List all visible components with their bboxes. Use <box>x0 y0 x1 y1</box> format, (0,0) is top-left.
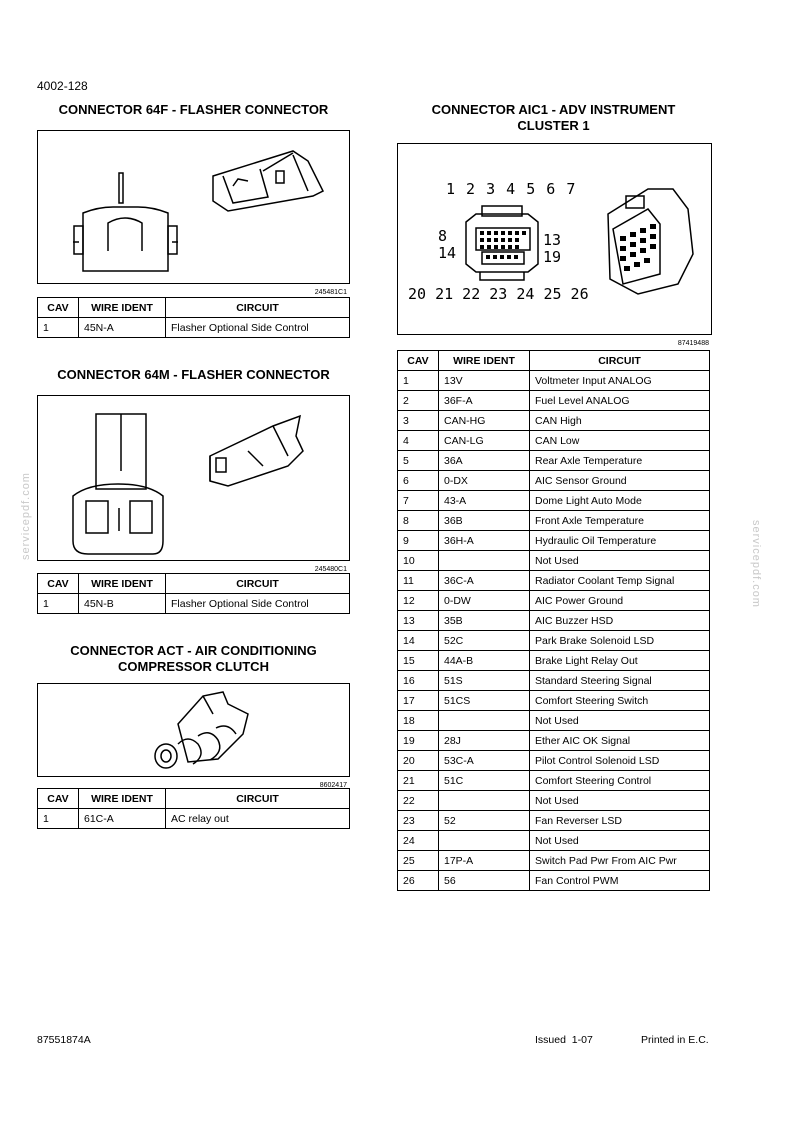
cell-circuit: Not Used <box>530 831 710 851</box>
cell-wire-ident: 52C <box>439 631 530 651</box>
cell-circuit: Park Brake Solenoid LSD <box>530 631 710 651</box>
cell-wire-ident: 61C-A <box>79 809 166 829</box>
table-row <box>398 391 710 411</box>
table-row <box>398 631 710 651</box>
cell-wire-ident: 36F-A <box>439 391 530 411</box>
table-row <box>398 711 710 731</box>
cell-wire-ident: 45N-A <box>79 318 166 338</box>
table-row <box>398 691 710 711</box>
cell-cav: 1 <box>38 809 79 829</box>
table-row <box>398 751 710 771</box>
cell-circuit: CAN Low <box>530 431 710 451</box>
section-title-64f: CONNECTOR 64F - FLASHER CONNECTOR <box>58 102 329 117</box>
cell-wire-ident: 51C <box>439 771 530 791</box>
cell-cav: 14 <box>398 631 439 651</box>
cell-wire-ident: 0-DX <box>439 471 530 491</box>
cell-circuit: Standard Steering Signal <box>530 671 710 691</box>
connector-64m-drawing <box>38 396 349 560</box>
figure-ref-64f: 245481C1 <box>314 289 347 296</box>
cell-circuit: Voltmeter Input ANALOG <box>530 371 710 391</box>
cell-cav: 18 <box>398 711 439 731</box>
section-title-act-line2: COMPRESSOR CLUTCH <box>118 659 269 674</box>
cell-wire-ident: 52 <box>439 811 530 831</box>
table-body-64f <box>38 318 350 338</box>
cell-cav: 4 <box>398 431 439 451</box>
cell-cav: 8 <box>398 511 439 531</box>
pin-label-14: 14 <box>438 244 457 262</box>
cell-wire-ident: 44A-B <box>439 651 530 671</box>
cell-cav: 13 <box>398 611 439 631</box>
cell-cav: 23 <box>398 811 439 831</box>
cell-circuit: Comfort Steering Switch <box>530 691 710 711</box>
cell-cav: 5 <box>398 451 439 471</box>
table-body-act <box>38 809 350 829</box>
cell-circuit: AIC Buzzer HSD <box>530 611 710 631</box>
footer-printed: Printed in E.C. <box>641 1034 709 1046</box>
cell-cav: 25 <box>398 851 439 871</box>
table-row <box>398 671 710 691</box>
table-row <box>398 791 710 811</box>
col-header-circuit: CIRCUIT <box>166 574 350 594</box>
cell-wire-ident: 56 <box>439 871 530 891</box>
table-row <box>398 771 710 791</box>
section-title-aic1-line2: CLUSTER 1 <box>517 118 590 133</box>
cell-circuit: Not Used <box>530 791 710 811</box>
table-row <box>398 731 710 751</box>
cell-circuit: Radiator Coolant Temp Signal <box>530 571 710 591</box>
cell-wire-ident: 36C-A <box>439 571 530 591</box>
cell-wire-ident: 0-DW <box>439 591 530 611</box>
table-row <box>398 851 710 871</box>
col-header-circuit: CIRCUIT <box>166 789 350 809</box>
table-row <box>38 594 350 614</box>
cell-circuit: Flasher Optional Side Control <box>166 594 350 614</box>
figure-connector-act <box>37 683 350 789</box>
cell-circuit: Fan Control PWM <box>530 871 710 891</box>
cell-wire-ident: 51CS <box>439 691 530 711</box>
figure-ref-aic1: 87419488 <box>677 340 709 347</box>
cell-wire-ident: 51S <box>439 671 530 691</box>
table-row <box>398 811 710 831</box>
cell-circuit: Comfort Steering Control <box>530 771 710 791</box>
pin-label-19: 19 <box>543 248 562 266</box>
table-row <box>398 491 710 511</box>
cell-wire-ident <box>439 711 530 731</box>
table-row <box>398 611 710 631</box>
cell-cav: 3 <box>398 411 439 431</box>
cell-circuit: AC relay out <box>166 809 350 829</box>
table-row <box>398 451 710 471</box>
cell-cav: 1 <box>38 594 79 614</box>
table-row <box>398 511 710 531</box>
table-row <box>38 318 350 338</box>
section-title-act <box>37 643 350 675</box>
table-body-64m <box>38 594 350 614</box>
table-64f <box>37 297 350 338</box>
cell-wire-ident <box>439 791 530 811</box>
cell-cav: 17 <box>398 691 439 711</box>
cell-wire-ident: 13V <box>439 371 530 391</box>
cell-wire-ident: 36B <box>439 511 530 531</box>
cell-circuit: Not Used <box>530 551 710 571</box>
col-header-cav: CAV <box>398 351 439 371</box>
pin-label-8: 8 <box>438 227 448 245</box>
section-title-aic1-line1: CONNECTOR AIC1 - ADV INSTRUMENT <box>431 102 676 117</box>
cell-cav: 6 <box>398 471 439 491</box>
cell-wire-ident: 36A <box>439 451 530 471</box>
cell-cav: 12 <box>398 591 439 611</box>
watermark-right: servicepdf.com <box>750 520 762 608</box>
figure-connector-64f <box>37 130 350 296</box>
table-row <box>398 571 710 591</box>
cell-circuit: Fan Reverser LSD <box>530 811 710 831</box>
col-header-cav: CAV <box>38 298 79 318</box>
col-header-circuit: CIRCUIT <box>530 351 710 371</box>
table-row <box>398 531 710 551</box>
figure-ref-act: 8602417 <box>319 782 347 789</box>
col-header-wire-ident: WIRE IDENT <box>439 351 530 371</box>
cell-wire-ident <box>439 831 530 851</box>
cell-circuit: Pilot Control Solenoid LSD <box>530 751 710 771</box>
cell-wire-ident: 17P-A <box>439 851 530 871</box>
footer-doc-number: 87551874A <box>37 1034 91 1046</box>
cell-cav: 26 <box>398 871 439 891</box>
table-act <box>37 788 350 829</box>
cell-cav: 22 <box>398 791 439 811</box>
cell-circuit: Dome Light Auto Mode <box>530 491 710 511</box>
cell-circuit: Fuel Level ANALOG <box>530 391 710 411</box>
page-number: 4002-128 <box>37 79 88 93</box>
cell-cav: 21 <box>398 771 439 791</box>
col-header-cav: CAV <box>38 789 79 809</box>
col-header-wire-ident: WIRE IDENT <box>79 298 166 318</box>
cell-wire-ident: 53C-A <box>439 751 530 771</box>
cell-circuit: CAN High <box>530 411 710 431</box>
table-body-aic1 <box>398 371 710 891</box>
pin-label-top-row: 1 2 3 4 5 6 7 <box>446 180 577 198</box>
table-row <box>398 411 710 431</box>
col-header-cav: CAV <box>38 574 79 594</box>
cell-wire-ident: 45N-B <box>79 594 166 614</box>
cell-wire-ident: 28J <box>439 731 530 751</box>
cell-circuit: AIC Power Ground <box>530 591 710 611</box>
figure-connector-aic1 <box>397 143 712 347</box>
table-row <box>398 471 710 491</box>
table-row <box>398 831 710 851</box>
cell-cav: 11 <box>398 571 439 591</box>
table-row <box>398 871 710 891</box>
table-row <box>398 431 710 451</box>
cell-wire-ident <box>439 551 530 571</box>
cell-circuit: Brake Light Relay Out <box>530 651 710 671</box>
col-header-wire-ident: WIRE IDENT <box>79 574 166 594</box>
cell-wire-ident: 36H-A <box>439 531 530 551</box>
cell-circuit: AIC Sensor Ground <box>530 471 710 491</box>
connector-64f-drawing <box>38 131 349 283</box>
cell-circuit: Front Axle Temperature <box>530 511 710 531</box>
section-title-aic1 <box>397 102 710 134</box>
cell-cav: 20 <box>398 751 439 771</box>
cell-circuit: Flasher Optional Side Control <box>166 318 350 338</box>
table-row <box>398 651 710 671</box>
table-row <box>398 591 710 611</box>
cell-wire-ident: 43-A <box>439 491 530 511</box>
figure-connector-64m <box>37 395 350 573</box>
section-title-64m: CONNECTOR 64M - FLASHER CONNECTOR <box>57 367 330 382</box>
cell-cav: 1 <box>38 318 79 338</box>
section-title-act-line1: CONNECTOR ACT - AIR CONDITIONING <box>70 643 317 658</box>
cell-circuit: Hydraulic Oil Temperature <box>530 531 710 551</box>
cell-circuit: Switch Pad Pwr From AIC Pwr <box>530 851 710 871</box>
cell-circuit: Not Used <box>530 711 710 731</box>
cell-cav: 2 <box>398 391 439 411</box>
table-row <box>398 551 710 571</box>
pin-label-13: 13 <box>543 231 562 249</box>
col-header-circuit: CIRCUIT <box>166 298 350 318</box>
table-aic1 <box>397 350 710 891</box>
cell-circuit: Ether AIC OK Signal <box>530 731 710 751</box>
cell-wire-ident: CAN-HG <box>439 411 530 431</box>
cell-cav: 1 <box>398 371 439 391</box>
watermark-left: servicepdf.com <box>20 472 32 560</box>
cell-cav: 15 <box>398 651 439 671</box>
figure-ref-64m: 245480C1 <box>314 566 347 573</box>
cell-cav: 24 <box>398 831 439 851</box>
table-64m <box>37 573 350 614</box>
cell-wire-ident: 35B <box>439 611 530 631</box>
footer-issued: Issued 1-07 <box>535 1034 593 1046</box>
pin-label-bottom-row: 20 21 22 23 24 25 26 <box>408 285 589 303</box>
cell-wire-ident: CAN-LG <box>439 431 530 451</box>
cell-cav: 19 <box>398 731 439 751</box>
cell-circuit: Rear Axle Temperature <box>530 451 710 471</box>
cell-cav: 10 <box>398 551 439 571</box>
col-header-wire-ident: WIRE IDENT <box>79 789 166 809</box>
connector-act-drawing <box>38 684 349 776</box>
cell-cav: 16 <box>398 671 439 691</box>
cell-cav: 7 <box>398 491 439 511</box>
table-row <box>398 371 710 391</box>
cell-cav: 9 <box>398 531 439 551</box>
table-row <box>38 809 350 829</box>
